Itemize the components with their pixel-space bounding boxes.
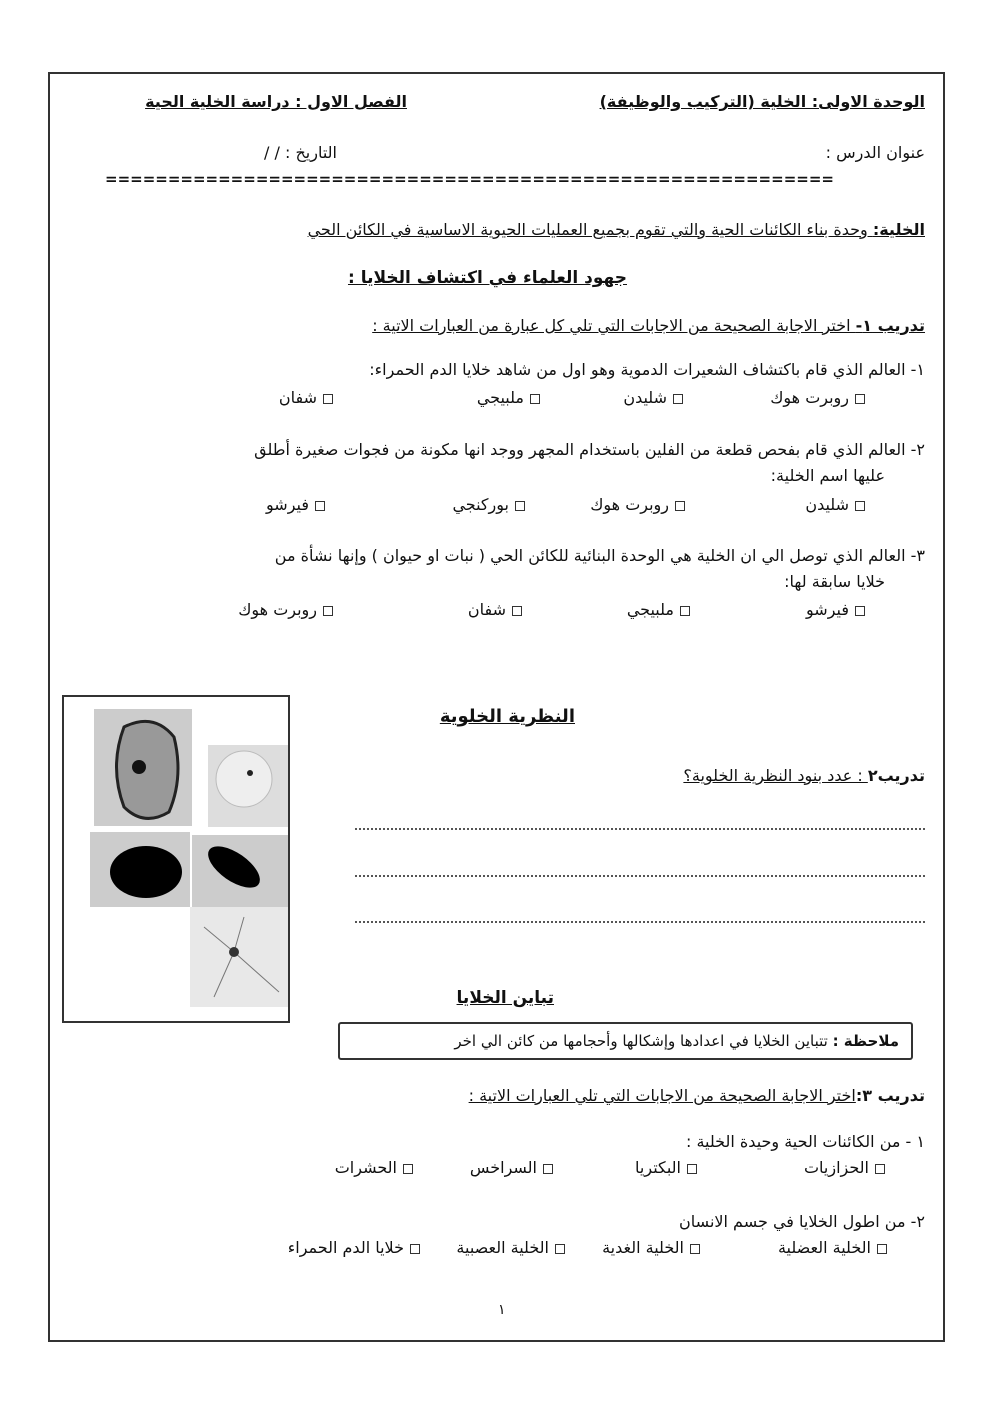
t1-q1-option[interactable]: شفان [279, 388, 333, 407]
checkbox-icon[interactable] [687, 1164, 697, 1174]
checkbox-icon[interactable] [323, 394, 333, 404]
t1-q3-option[interactable]: شفان [468, 600, 522, 619]
t3-q1-option[interactable]: البكتريا [635, 1158, 697, 1177]
training3-label: تدريب ٣: [855, 1086, 925, 1105]
checkbox-icon[interactable] [555, 1244, 565, 1254]
checkbox-icon[interactable] [323, 606, 333, 616]
note-label: ملاحظة : [832, 1032, 899, 1050]
t3-q1-text: ١ - من الكائنات الحية وحيدة الخلية : [686, 1132, 925, 1151]
answer-line[interactable] [355, 875, 925, 877]
checkbox-icon[interactable] [403, 1164, 413, 1174]
t3-q1-option[interactable]: السراخس [470, 1158, 553, 1177]
training1-heading [372, 316, 925, 335]
checkbox-icon[interactable] [315, 501, 325, 511]
checkbox-icon[interactable] [680, 606, 690, 616]
checkbox-icon[interactable] [530, 394, 540, 404]
training2-text: : عدد بنود النظرية الخلوية؟ [683, 766, 868, 785]
section-cell-variation-title: تباين الخلايا [456, 988, 554, 1008]
t3-q2-option[interactable]: الخلية العصبية [456, 1238, 565, 1257]
checkbox-icon[interactable] [855, 501, 865, 511]
t3-q2-option[interactable]: خلايا الدم الحمراء [288, 1238, 420, 1257]
unit-title: الوحدة الاولى: الخلية (التركيب والوظيفة) [599, 92, 925, 111]
answer-line[interactable] [355, 921, 925, 923]
checkbox-icon[interactable] [877, 1244, 887, 1254]
date-label: التاريخ : / / [264, 143, 337, 162]
t3-q1-option[interactable]: الحزازيات [804, 1158, 885, 1177]
cell-definition [308, 220, 925, 239]
training1-instruction: اختر الاجابة الصحيحة من الاجابات التي تلي كل عبارة من العبارات الاتية : [372, 316, 856, 335]
definition-text: وحدة بناء الكائنات الحية والتي تقوم بجميع العمليات الحيوية الاساسية في الكائن الحي [307, 220, 873, 239]
t1-q3-text-cont: خلايا سابقة لها: [784, 572, 885, 591]
t1-q2-option[interactable]: روبرت هوك [590, 495, 685, 514]
section-scientists-title: جهود العلماء في اكتشاف الخلايا : [347, 268, 627, 288]
t3-q2-text: ٢- من اطول الخلايا في جسم الانسان [679, 1212, 925, 1231]
note-box [338, 1022, 913, 1060]
training2-label: تدريب٢ [867, 766, 925, 785]
training3-heading [469, 1086, 925, 1105]
t1-q3-text: ٣- العالم الذي توصل الي ان الخلية هي الوحدة البنائية للكائن الحي ( نبات او حيوان ) وإنها نشأة من [274, 546, 925, 565]
checkbox-icon[interactable] [875, 1164, 885, 1174]
checkbox-icon[interactable] [855, 606, 865, 616]
chapter-title: الفصل الاول : دراسة الخلية الحية [145, 92, 407, 111]
checkbox-icon[interactable] [673, 394, 683, 404]
section-cell-theory-title: النظرية الخلوية [439, 706, 575, 727]
t1-q2-text-cont: عليها اسم الخلية: [770, 466, 885, 485]
t1-q2-text: ٢- العالم الذي قام بفحص قطعة من الفلين باستخدام المجهر ووجد انها مكونة من فجوات صغيرة أطلق [254, 440, 925, 459]
t1-q2-option[interactable]: فيرشو [266, 495, 325, 514]
separator: ========================================================== [105, 170, 834, 188]
t1-q1-option[interactable]: روبرت هوك [770, 388, 865, 407]
checkbox-icon[interactable] [675, 501, 685, 511]
t1-q2-option[interactable]: بوركنجي [452, 495, 525, 514]
checkbox-icon[interactable] [410, 1244, 420, 1254]
lesson-title-label: عنوان الدرس : [825, 143, 925, 162]
t3-q1-option[interactable]: الحشرات [335, 1158, 413, 1177]
t1-q2-option[interactable]: شليدن [805, 495, 865, 514]
training3-instruction: اختر الاجابة الصحيحة من الاجابات التي تلي العبارات الاتية : [468, 1086, 856, 1105]
checkbox-icon[interactable] [855, 394, 865, 404]
t1-q3-option[interactable]: فيرشو [806, 600, 865, 619]
checkbox-icon[interactable] [512, 606, 522, 616]
training1-label: تدريب ١- [855, 316, 925, 335]
checkbox-icon[interactable] [543, 1164, 553, 1174]
answer-line[interactable] [355, 828, 925, 830]
t1-q1-option[interactable]: شليدن [623, 388, 683, 407]
t1-q3-option[interactable]: ملبيجي [627, 600, 690, 619]
checkbox-icon[interactable] [690, 1244, 700, 1254]
t1-q1-option[interactable]: ملبيجي [477, 388, 540, 407]
page-number: ١ [498, 1302, 506, 1318]
t1-q3-option[interactable]: روبرت هوك [238, 600, 333, 619]
t1-q1-text: ١- العالم الذي قام باكتشاف الشعيرات الدموية وهو اول من شاهد خلايا الدم الحمراء: [369, 360, 925, 379]
training2-heading [683, 766, 925, 785]
cell-images-figure [62, 695, 290, 1023]
note-text: تتباين الخلايا في اعدادها وإشكالها وأحجامها من كائن الي اخر [454, 1032, 833, 1050]
checkbox-icon[interactable] [515, 501, 525, 511]
t3-q2-option[interactable]: الخلية العضلية [778, 1238, 887, 1257]
definition-term: الخلية: [872, 220, 925, 239]
t3-q2-option[interactable]: الخلية الغدية [602, 1238, 700, 1257]
